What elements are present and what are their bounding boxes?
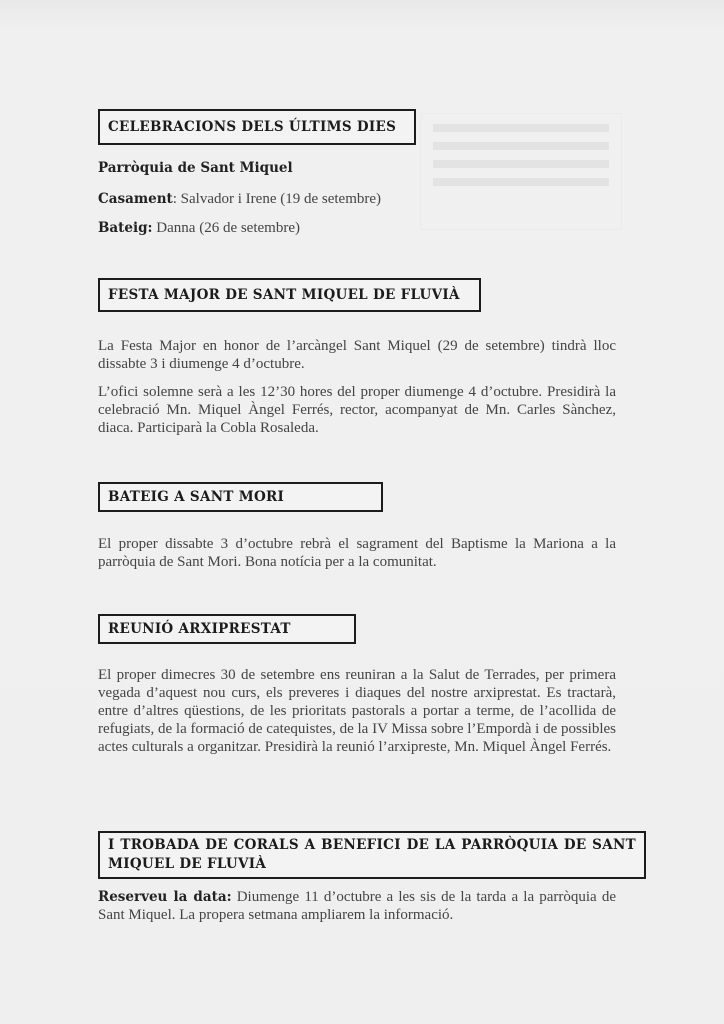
bateig-sant-mori-title: BATEIG A SANT MORI <box>108 489 285 505</box>
bateig-sant-mori-heading <box>98 482 383 512</box>
trobada-heading <box>98 831 646 879</box>
bateig-line <box>98 220 300 237</box>
reunio-heading <box>98 614 356 644</box>
festa-major-paragraph-2: L’ofici solemne serà a les 12’30 hores del proper diumenge 4 d’octubre. Presidirà la celebració Mn. Miquel Àngel Ferrés, rector, acompanyat de Mn. Carles Sànchez, diaca. Participarà la Cobla Rosaleda. <box>98 384 616 436</box>
trobada-paragraph <box>98 888 616 924</box>
parish-line <box>98 160 293 177</box>
reunio-paragraph: El proper dimecres 30 de setembre ens reuniran a la Salut de Terrades, per primera vegada d’aquest nou curs, els preveres i diaques del nostre arxiprestat. Es tractarà, entre d’altres qüestions, de les prioritats pastorals a portar a terme, de l’acollida de refugiats, de la formació de catequistes, de la IV Missa sobre l’Empordà i de possibles actes culturals a organitzar. Presidirà la reunió l’arxipreste, Mn. Miquel Àngel Ferrés. <box>98 667 616 755</box>
festa-major-title: FESTA MAJOR DE SANT MIQUEL DE FLUVIÀ <box>108 287 460 303</box>
celebracions-heading <box>98 109 416 145</box>
casament-label: Casament <box>98 191 173 207</box>
bateig-sant-mori-paragraph: El proper dissabte 3 d’octubre rebrà el sagrament del Baptisme la Mariona a la parròquia de Sant Mori. Bona notícia per a la comunitat. <box>98 536 616 570</box>
casament-line <box>98 191 381 208</box>
celebracions-title: CELEBRACIONS DELS ÚLTIMS DIES <box>108 119 397 135</box>
bleed-through-shadow <box>420 113 622 230</box>
trobada-title: I TROBADA DE CORALS A BENEFICI DE LA PARRÒQUIA DE SANT MIQUEL DE FLUVIÀ <box>108 837 636 872</box>
festa-major-paragraph-1: La Festa Major en honor de l’arcàngel Sant Miquel (29 de setembre) tindrà lloc dissabte 3 i diumenge 4 d’octubre. <box>98 338 616 372</box>
trobada-text: Diumenge 11 d’octubre a les sis de la tarda a la parròquia de Sant Miquel. La propera setmana ampliarem la informació. <box>98 889 617 923</box>
bateig-label: Bateig: <box>98 220 153 236</box>
parish-name: Parròquia de Sant Miquel <box>98 160 293 176</box>
reunio-title: REUNIÓ ARXIPRESTAT <box>108 621 291 637</box>
festa-major-heading <box>98 278 481 312</box>
casament-text: : Salvador i Irene (19 de setembre) <box>172 191 382 207</box>
bateig-text: Danna (26 de setembre) <box>152 220 300 236</box>
trobada-label: Reserveu la data: <box>98 889 232 905</box>
